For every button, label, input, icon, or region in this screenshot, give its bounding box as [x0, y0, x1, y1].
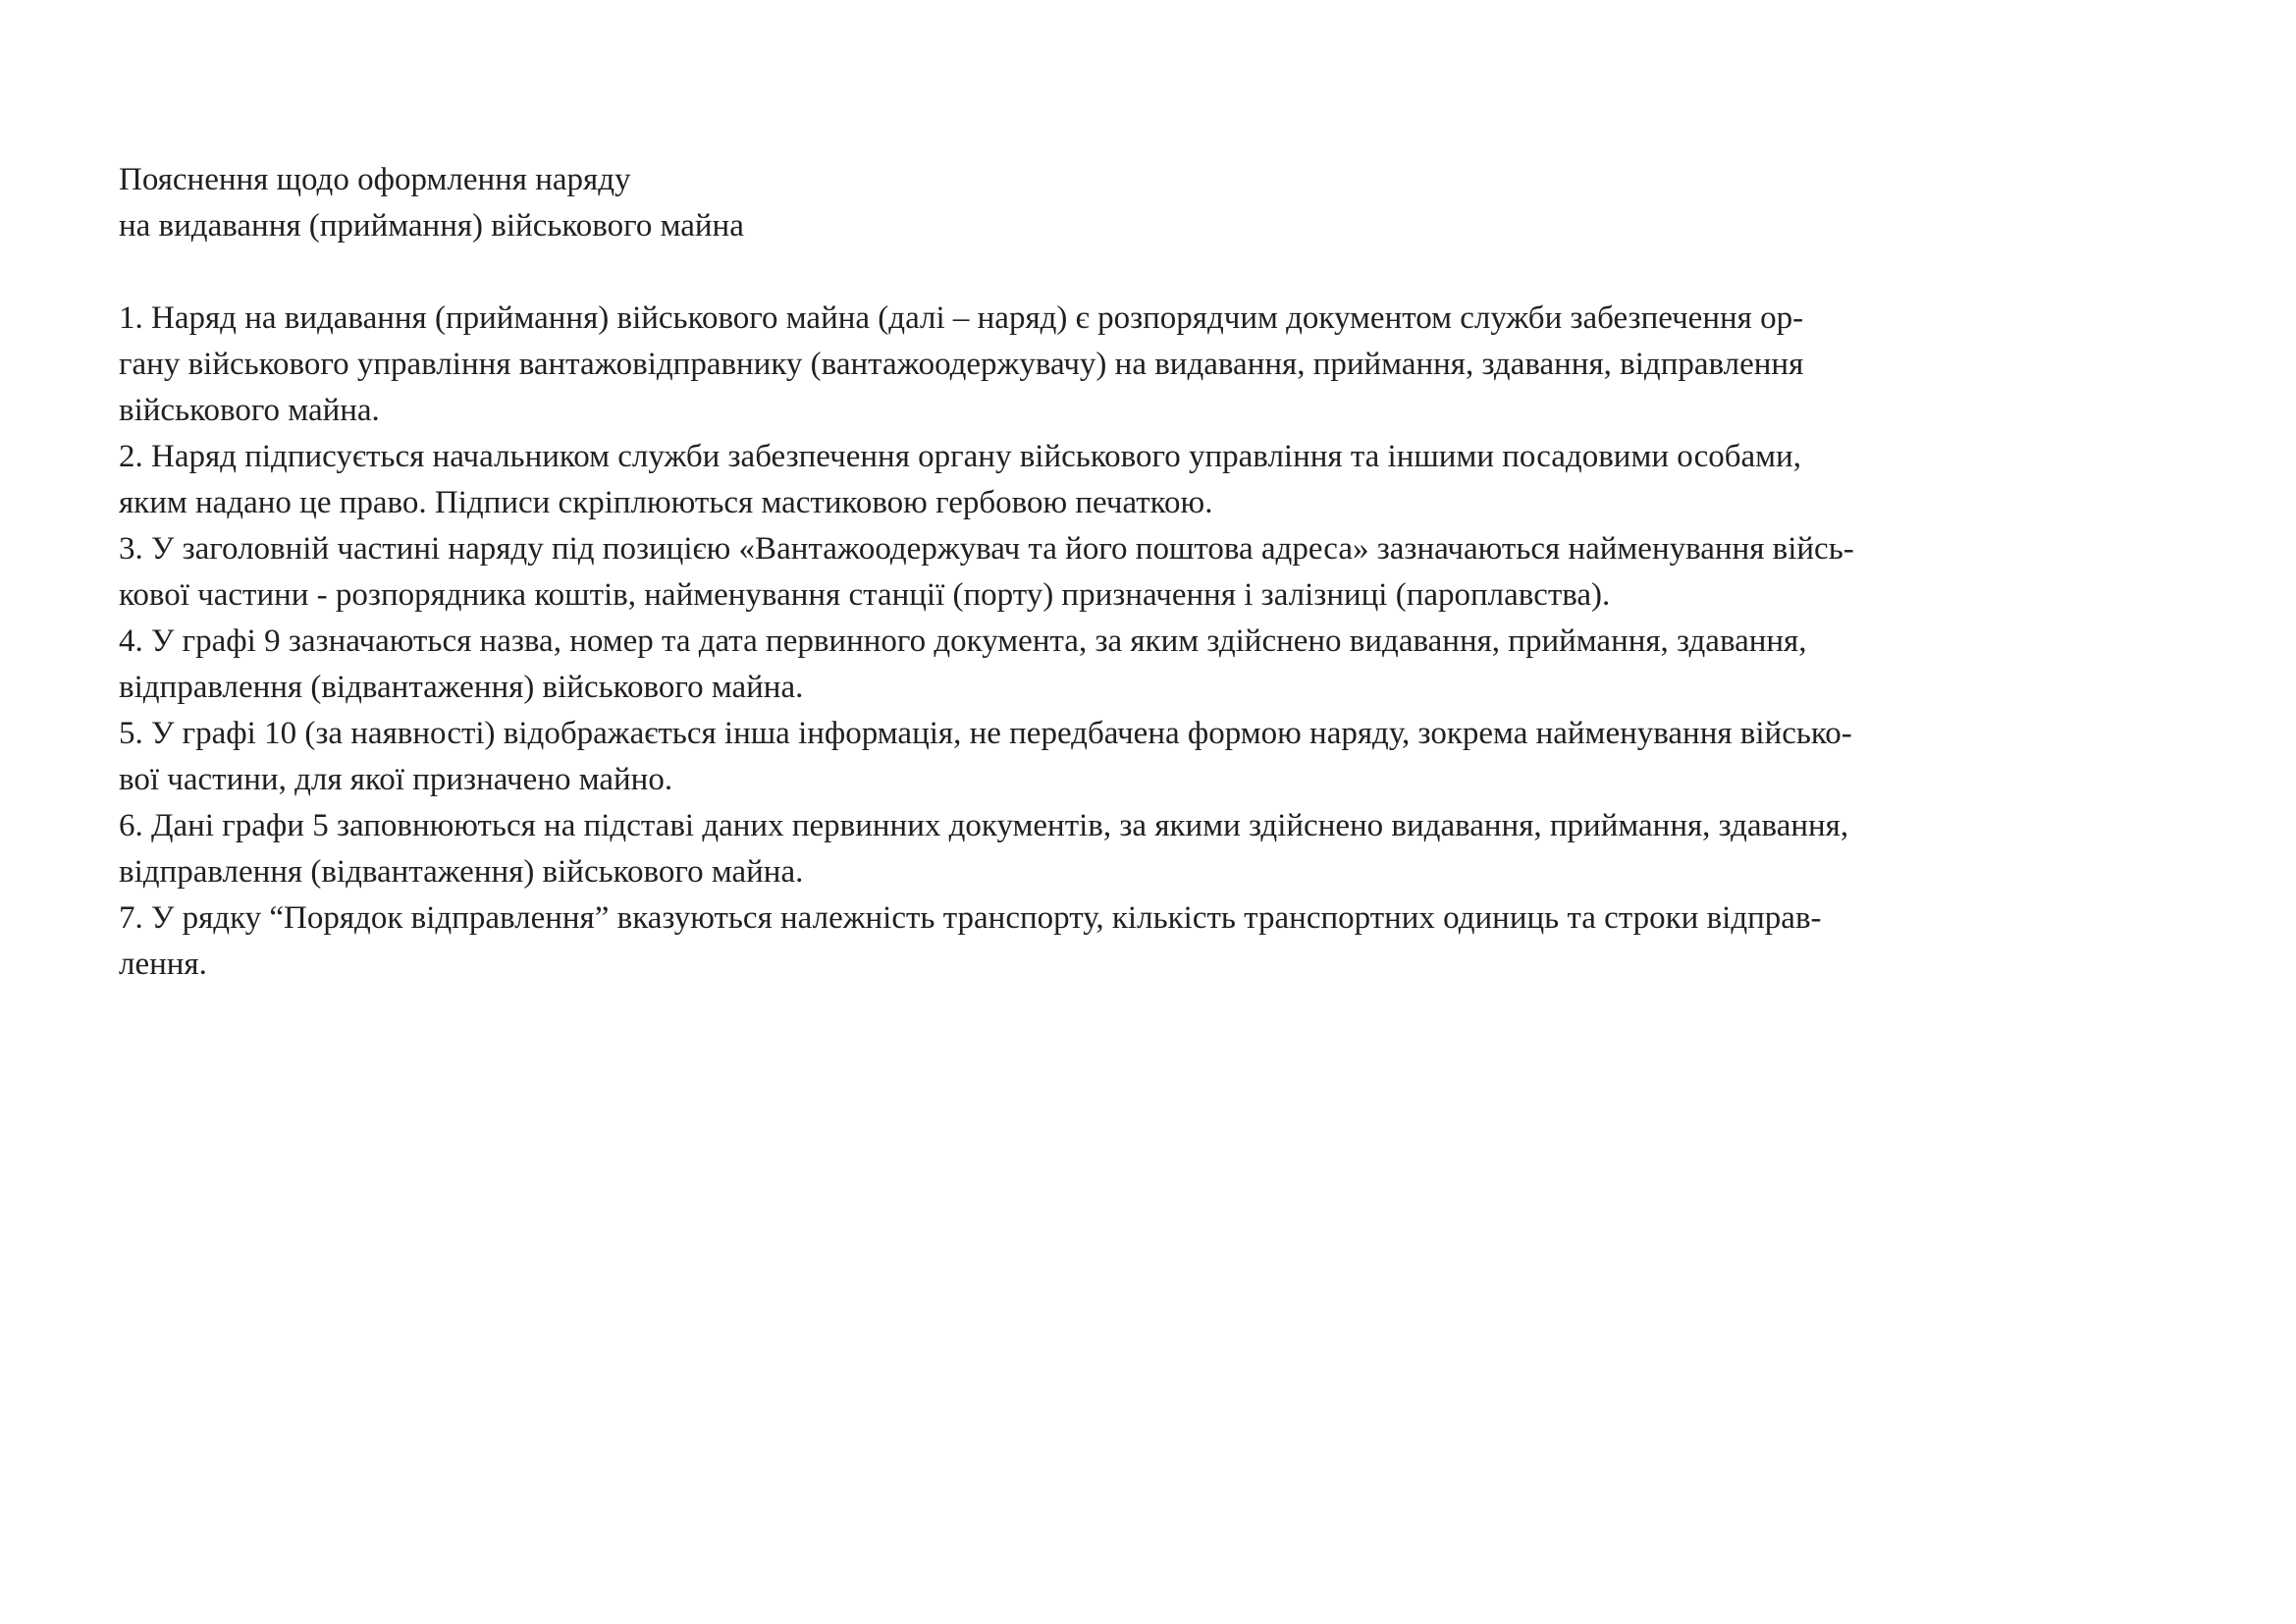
paragraph-7: [119, 895, 2190, 988]
title-line-1: Пояснення щодо оформлення наряду: [119, 162, 631, 197]
document-body: [119, 296, 2190, 988]
title-line-2: на видавання (приймання) військового майна: [119, 208, 744, 244]
paragraph-line: відправлення (відвантаження) військового майна.: [119, 670, 804, 705]
paragraph-1: [119, 296, 2190, 434]
paragraph-line: 5. У графі 10 (за наявності) відображається інша інформація, не передбачена формою наряду, зокрема найменування військо-: [119, 716, 1852, 751]
paragraph-line: 7. У рядку “Порядок відправлення” вказуються належність транспорту, кількість транспортних одиниць та строки відправ-: [119, 900, 1822, 936]
paragraph-line: яким надано це право. Підписи скріплюються мастиковою гербовою печаткою.: [119, 485, 1213, 520]
paragraph-2: [119, 434, 2190, 526]
paragraph-line: відправлення (відвантаження) військового майна.: [119, 854, 804, 890]
paragraph-line: лення.: [119, 947, 207, 982]
document-page: [119, 157, 2190, 988]
paragraph-line: 3. У заголовній частині наряду під позицією «Вантажоодержувач та його поштова адреса» зазначаються найменування війсь-: [119, 531, 1854, 567]
paragraph-line: 4. У графі 9 зазначаються назва, номер та дата первинного документа, за яким здійснено видавання, приймання, здавання,: [119, 623, 1807, 659]
paragraph-line: військового майна.: [119, 393, 380, 428]
paragraph-line: 2. Наряд підписується начальником служби забезпечення органу військового управління та іншими посадовими особами,: [119, 439, 1801, 474]
paragraph-5: [119, 711, 2190, 803]
paragraph-3: [119, 526, 2190, 619]
paragraph-line: гану військового управління вантажовідправнику (вантажоодержувачу) на видавання, приймання, здавання, відправлення: [119, 347, 1804, 382]
paragraph-line: 6. Дані графи 5 заповнюються на підставі даних первинних документів, за якими здійснено видавання, приймання, здавання,: [119, 808, 1849, 843]
paragraph-6: [119, 803, 2190, 895]
document-title: [119, 157, 2190, 249]
paragraph-line: 1. Наряд на видавання (приймання) військового майна (далі – наряд) є розпорядчим документом служби забезпечення ор-: [119, 300, 1804, 336]
paragraph-line: кової частини - розпорядника коштів, найменування станції (порту) призначення і залізниці (пароплавства).: [119, 577, 1611, 613]
paragraph-line: вої частини, для якої призначено майно.: [119, 762, 673, 797]
paragraph-4: [119, 619, 2190, 711]
